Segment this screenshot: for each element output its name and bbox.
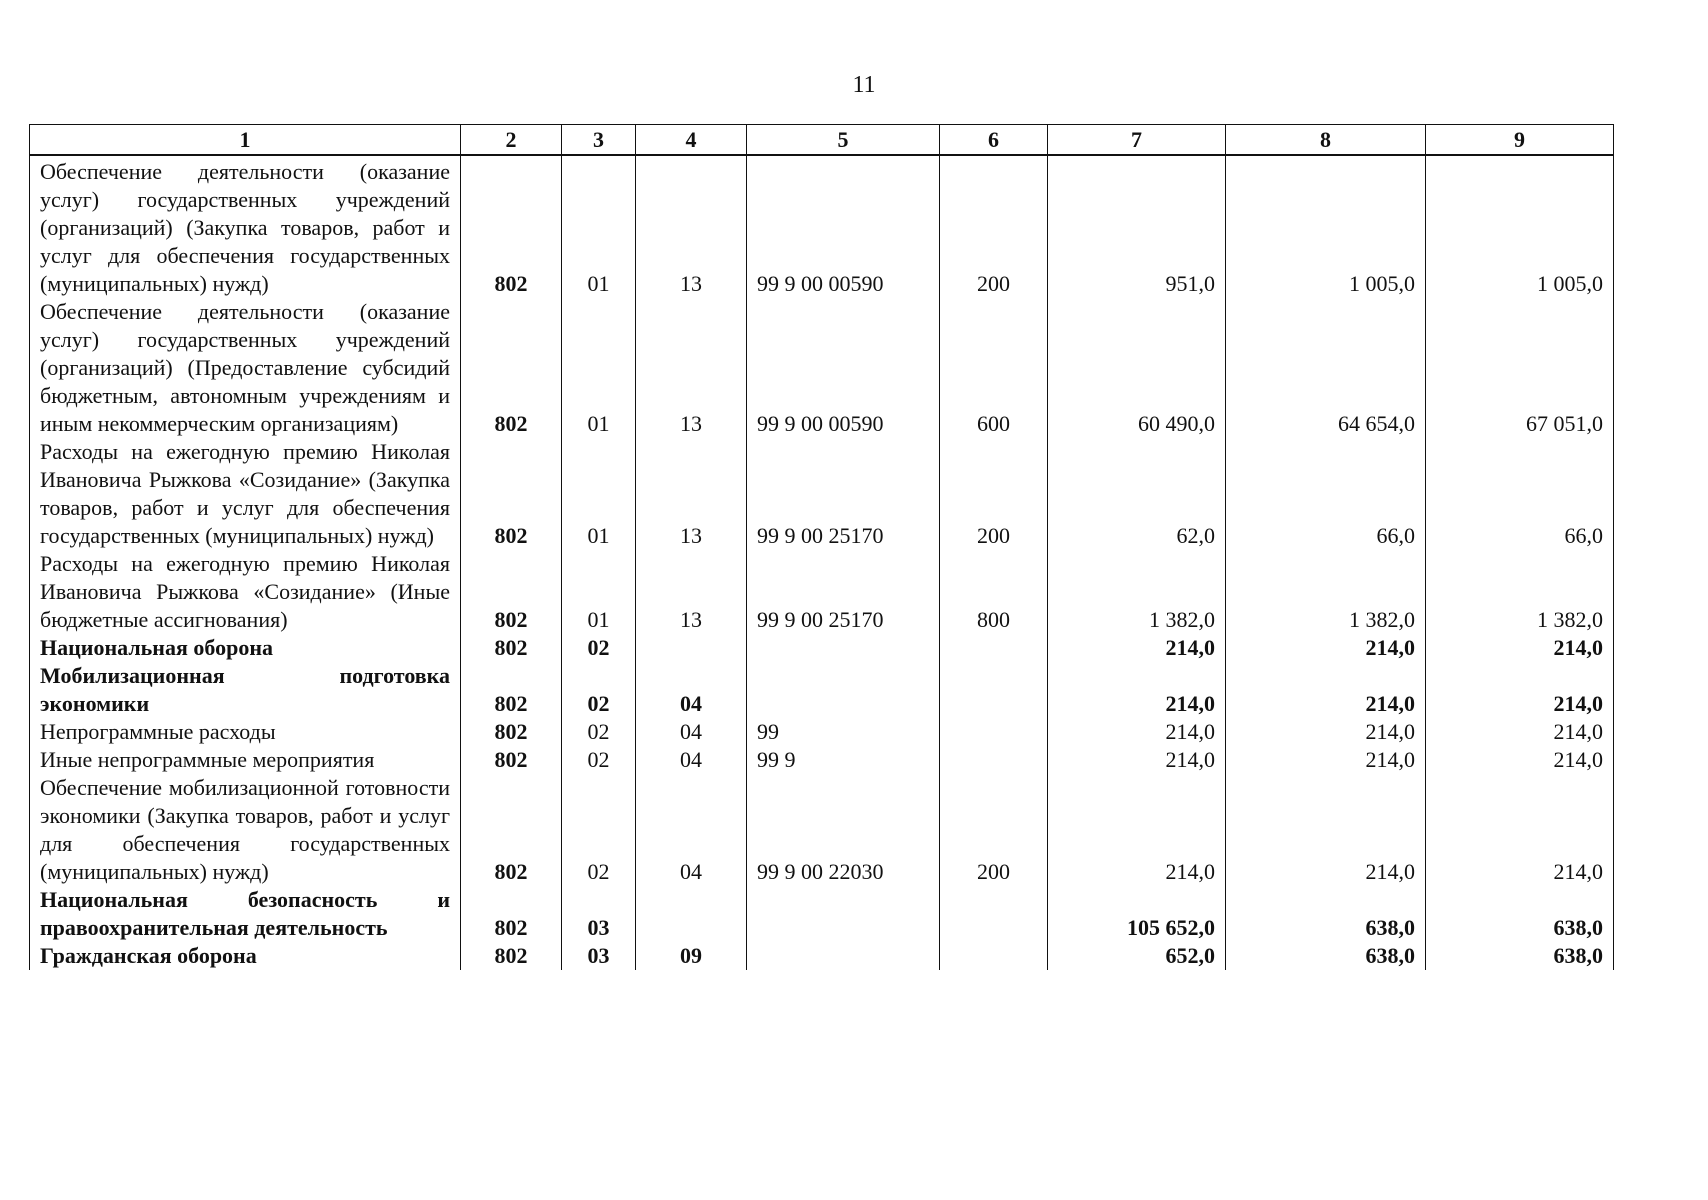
- subsection-code-cell: 04: [636, 746, 747, 774]
- expense-name-cell: Непрограммные расходы: [30, 718, 461, 746]
- subsection-code-cell: 13: [636, 550, 747, 634]
- col-header-7: 7: [1048, 125, 1226, 156]
- expense-type-cell: [940, 662, 1048, 718]
- ministry-code-cell: 802: [461, 438, 562, 550]
- col-header-4: 4: [636, 125, 747, 156]
- amount-col8-cell: 214,0: [1226, 746, 1426, 774]
- amount-col8-cell: 214,0: [1226, 774, 1426, 886]
- table-row: [30, 550, 1614, 634]
- subsection-code-cell: 04: [636, 662, 747, 718]
- col-header-6: 6: [940, 125, 1048, 156]
- section-code-cell: 01: [562, 438, 636, 550]
- amount-col9-cell: 1 005,0: [1426, 155, 1614, 298]
- amount-col7-cell: 1 382,0: [1048, 550, 1226, 634]
- table-row: [30, 634, 1614, 662]
- section-code-cell: 02: [562, 718, 636, 746]
- amount-col9-cell: 1 382,0: [1426, 550, 1614, 634]
- table-row: [30, 886, 1614, 942]
- target-article-cell: 99 9 00 00590: [747, 155, 940, 298]
- expense-name-cell: Обеспечение деятельности (оказание услуг) государственных учреждений (организаций) (Предоставление субсидий бюджетным, автономным учреждениям и иным некоммерческим организациям): [30, 298, 461, 438]
- ministry-code-cell: 802: [461, 662, 562, 718]
- target-article-cell: 99 9 00 22030: [747, 774, 940, 886]
- table-row: [30, 718, 1614, 746]
- section-code-cell: 02: [562, 746, 636, 774]
- target-article-cell: 99: [747, 718, 940, 746]
- section-code-cell: 02: [562, 662, 636, 718]
- target-article-cell: 99 9 00 25170: [747, 550, 940, 634]
- amount-col7-cell: 951,0: [1048, 155, 1226, 298]
- amount-col9-cell: 67 051,0: [1426, 298, 1614, 438]
- table-row: [30, 942, 1614, 970]
- ministry-code-cell: 802: [461, 774, 562, 886]
- amount-col7-cell: 652,0: [1048, 942, 1226, 970]
- page-number: 11: [852, 72, 876, 98]
- subsection-code-cell: 13: [636, 155, 747, 298]
- expense-name-cell: Иные непрограммные мероприятия: [30, 746, 461, 774]
- section-code-cell: 01: [562, 550, 636, 634]
- header-row: [30, 125, 1614, 156]
- amount-col8-cell: 214,0: [1226, 634, 1426, 662]
- amount-col9-cell: 66,0: [1426, 438, 1614, 550]
- col-header-8: 8: [1226, 125, 1426, 156]
- target-article-cell: [747, 942, 940, 970]
- amount-col9-cell: 214,0: [1426, 774, 1614, 886]
- section-code-cell: 01: [562, 298, 636, 438]
- amount-col8-cell: 66,0: [1226, 438, 1426, 550]
- col-header-5: 5: [747, 125, 940, 156]
- expense-type-cell: [940, 942, 1048, 970]
- target-article-cell: 99 9 00 00590: [747, 298, 940, 438]
- expense-type-cell: [940, 746, 1048, 774]
- expense-name-cell: Национальная оборона: [30, 634, 461, 662]
- target-article-cell: 99 9: [747, 746, 940, 774]
- subsection-code-cell: [636, 886, 747, 942]
- target-article-cell: [747, 634, 940, 662]
- amount-col7-cell: 62,0: [1048, 438, 1226, 550]
- amount-col8-cell: 638,0: [1226, 886, 1426, 942]
- target-article-cell: [747, 886, 940, 942]
- subsection-code-cell: 13: [636, 298, 747, 438]
- amount-col8-cell: 214,0: [1226, 662, 1426, 718]
- expense-type-cell: [940, 718, 1048, 746]
- section-code-cell: 02: [562, 774, 636, 886]
- ministry-code-cell: 802: [461, 298, 562, 438]
- table-row: [30, 746, 1614, 774]
- expense-name-cell: Расходы на ежегодную премию Николая Ивановича Рыжкова «Созидание» (Иные бюджетные ассигнования): [30, 550, 461, 634]
- ministry-code-cell: 802: [461, 550, 562, 634]
- subsection-code-cell: 13: [636, 438, 747, 550]
- col-header-9: 9: [1426, 125, 1614, 156]
- amount-col8-cell: 64 654,0: [1226, 298, 1426, 438]
- subsection-code-cell: 09: [636, 942, 747, 970]
- expense-type-cell: [940, 634, 1048, 662]
- amount-col7-cell: 214,0: [1048, 718, 1226, 746]
- section-code-cell: 03: [562, 942, 636, 970]
- section-code-cell: 01: [562, 155, 636, 298]
- amount-col9-cell: 214,0: [1426, 718, 1614, 746]
- expense-name-cell: Обеспечение деятельности (оказание услуг) государственных учреждений (организаций) (Закупка товаров, работ и услуг для обеспечения государственных (муниципальных) нужд): [30, 155, 461, 298]
- amount-col9-cell: 214,0: [1426, 746, 1614, 774]
- expense-name-cell: Расходы на ежегодную премию Николая Ивановича Рыжкова «Созидание» (Закупка товаров, работ и услуг для обеспечения государственных (муниципальных) нужд): [30, 438, 461, 550]
- section-code-cell: 02: [562, 634, 636, 662]
- amount-col8-cell: 214,0: [1226, 718, 1426, 746]
- amount-col8-cell: 1 382,0: [1226, 550, 1426, 634]
- ministry-code-cell: 802: [461, 746, 562, 774]
- table-row: [30, 298, 1614, 438]
- amount-col8-cell: 638,0: [1226, 942, 1426, 970]
- subsection-code-cell: 04: [636, 718, 747, 746]
- expense-type-cell: 600: [940, 298, 1048, 438]
- ministry-code-cell: 802: [461, 718, 562, 746]
- target-article-cell: [747, 662, 940, 718]
- expense-name-cell: Национальная безопасность и правоохранительная деятельность: [30, 886, 461, 942]
- expense-type-cell: [940, 886, 1048, 942]
- amount-col7-cell: 214,0: [1048, 634, 1226, 662]
- amount-col8-cell: 1 005,0: [1226, 155, 1426, 298]
- ministry-code-cell: 802: [461, 886, 562, 942]
- expense-type-cell: 200: [940, 774, 1048, 886]
- amount-col7-cell: 105 652,0: [1048, 886, 1226, 942]
- subsection-code-cell: 04: [636, 774, 747, 886]
- expense-type-cell: 800: [940, 550, 1048, 634]
- ministry-code-cell: 802: [461, 155, 562, 298]
- col-header-3: 3: [562, 125, 636, 156]
- budget-table: [29, 124, 1614, 970]
- ministry-code-cell: 802: [461, 942, 562, 970]
- subsection-code-cell: [636, 634, 747, 662]
- expense-name-cell: Гражданская оборона: [30, 942, 461, 970]
- amount-col7-cell: 214,0: [1048, 662, 1226, 718]
- col-header-1: 1: [30, 125, 461, 156]
- expense-type-cell: 200: [940, 438, 1048, 550]
- amount-col9-cell: 638,0: [1426, 886, 1614, 942]
- amount-col9-cell: 214,0: [1426, 634, 1614, 662]
- target-article-cell: 99 9 00 25170: [747, 438, 940, 550]
- amount-col7-cell: 60 490,0: [1048, 298, 1226, 438]
- table-row: [30, 662, 1614, 718]
- table-row: [30, 438, 1614, 550]
- amount-col7-cell: 214,0: [1048, 746, 1226, 774]
- expense-type-cell: 200: [940, 155, 1048, 298]
- amount-col9-cell: 214,0: [1426, 662, 1614, 718]
- section-code-cell: 03: [562, 886, 636, 942]
- expense-name-cell: Обеспечение мобилизационной готовности экономики (Закупка товаров, работ и услуг для обеспечения государственных (муниципальных) нужд): [30, 774, 461, 886]
- ministry-code-cell: 802: [461, 634, 562, 662]
- expense-name-cell: Мобилизационная подготовка экономики: [30, 662, 461, 718]
- amount-col9-cell: 638,0: [1426, 942, 1614, 970]
- table-row: [30, 774, 1614, 886]
- table-row: [30, 155, 1614, 298]
- col-header-2: 2: [461, 125, 562, 156]
- amount-col7-cell: 214,0: [1048, 774, 1226, 886]
